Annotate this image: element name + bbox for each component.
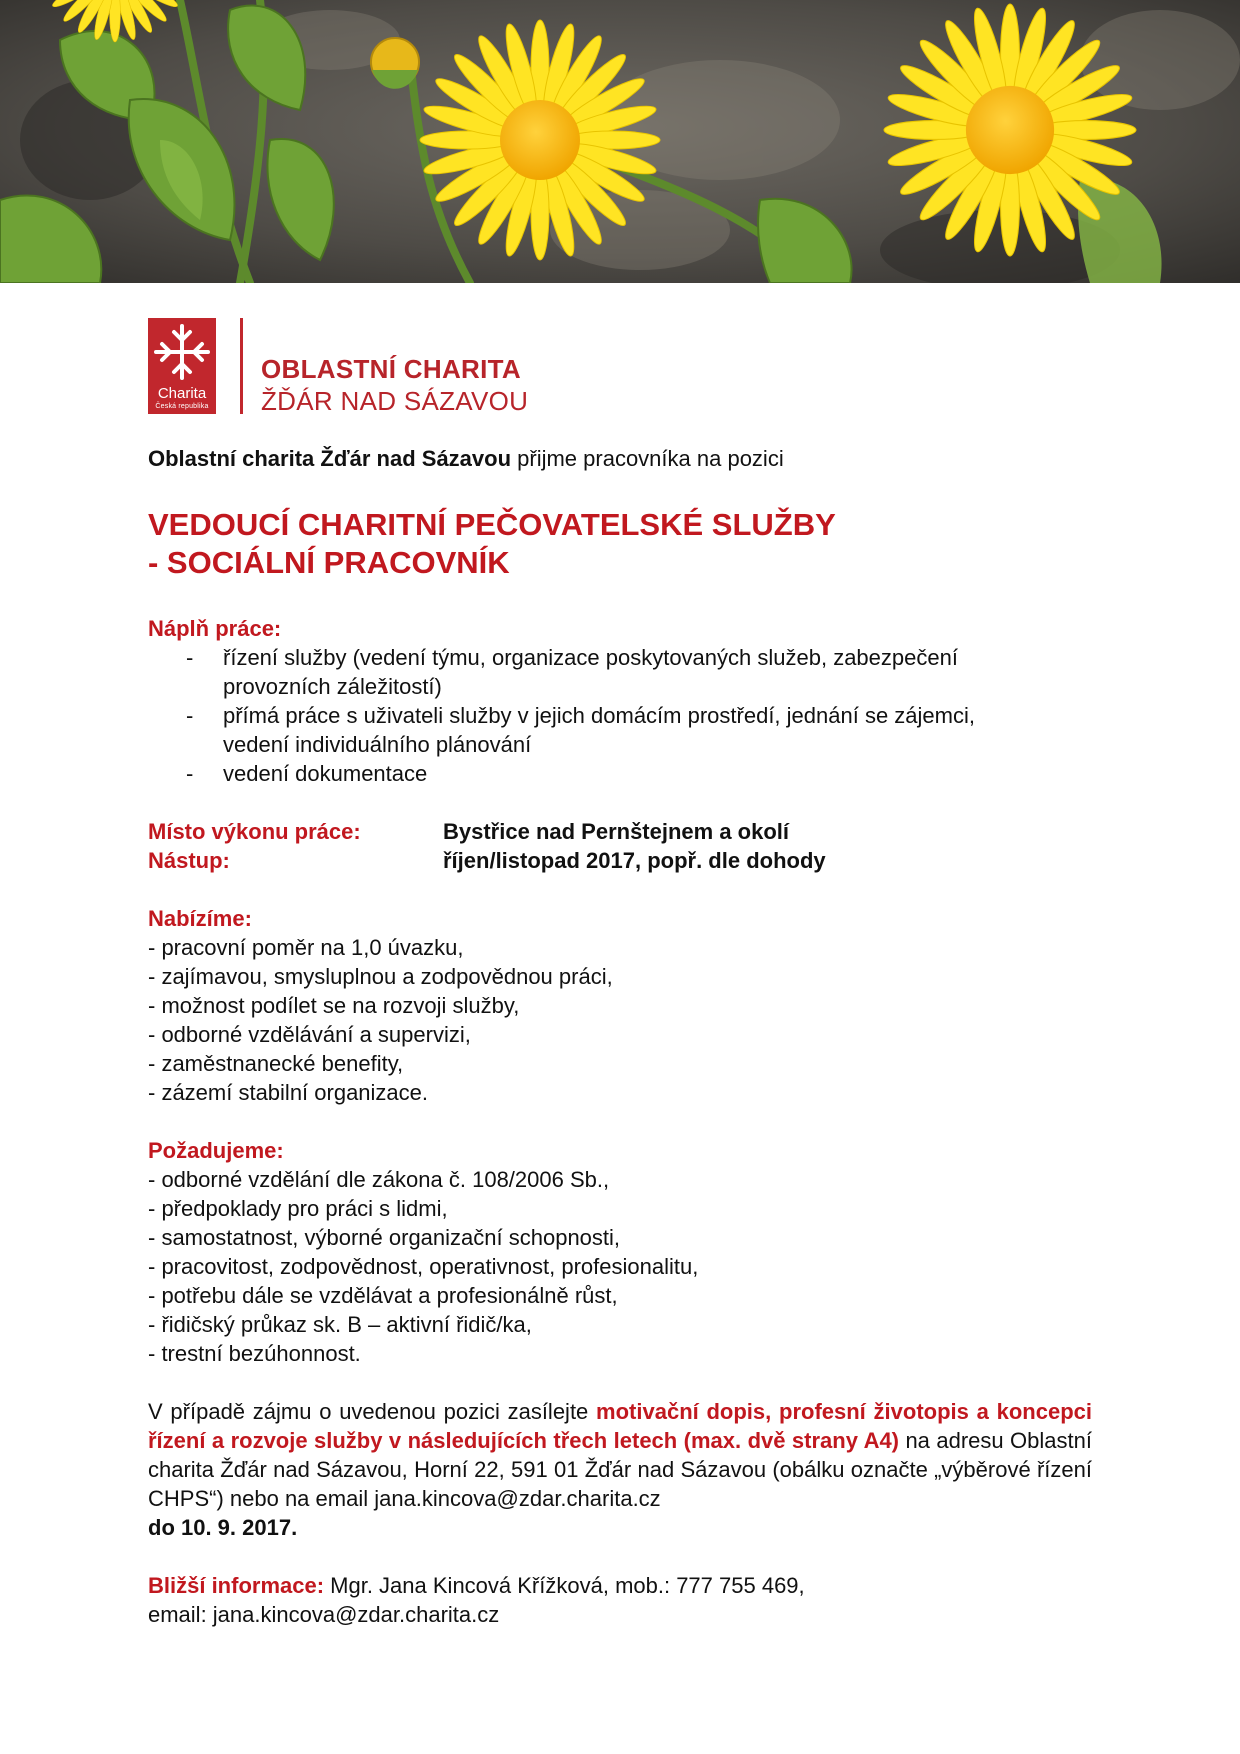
duty-line: vedení dokumentace <box>223 761 428 786</box>
list-dash: - <box>186 703 194 728</box>
charita-cross-icon <box>152 322 212 382</box>
contact-label: Bližší informace: <box>148 1573 325 1598</box>
start-value: říjen/listopad 2017, popř. dle dohody <box>443 848 826 873</box>
duty-line: přímá práce s uživateli služby v jejich domácím prostředí, jednání se zájemci, <box>223 703 975 728</box>
apply-documents: motivační dopis, profesní životopis a koncepci řízení a rozvoje služby v následujících třech letech (max. dvě strany A4) <box>148 1399 1092 1453</box>
list-item <box>148 643 1092 701</box>
logo-org-line1: OBLASTNÍ CHARITA <box>261 354 521 384</box>
place-row <box>148 817 1092 846</box>
duties-heading: Náplň práce: <box>148 616 282 641</box>
place-label: Místo výkonu práce: <box>148 819 361 844</box>
duty-line: vedení individuálního plánování <box>223 732 532 757</box>
daisies-photo <box>0 0 1240 283</box>
intro-line <box>148 444 1092 473</box>
contact-line1 <box>148 1571 1092 1600</box>
list-item: - trestní bezúhonnost. <box>148 1341 361 1366</box>
list-item: - zaměstnanecké benefity, <box>148 1051 404 1076</box>
banner-photo <box>0 0 1240 283</box>
logo-divider <box>240 318 243 414</box>
requirements-section <box>148 1136 1092 1368</box>
list-item: - pracovní poměr na 1,0 úvazku, <box>148 935 464 960</box>
list-item: - pracovitost, zodpovědnost, operativnost, profesionalitu, <box>148 1254 699 1279</box>
start-label: Nástup: <box>148 848 230 873</box>
logo-org-line2: ŽĎÁR NAD SÁZAVOU <box>261 386 529 416</box>
application-instructions <box>148 1397 1092 1513</box>
list-dash: - <box>186 645 194 670</box>
position-title <box>148 506 1092 582</box>
list-dash: - <box>186 761 194 786</box>
logo-mark-label: Charita <box>157 385 207 402</box>
duties-section <box>148 614 1092 788</box>
duty-line: provozních záležitostí) <box>223 674 442 699</box>
apply-lead: V případě zájmu o uvedenou pozici zasílejte <box>148 1399 597 1424</box>
list-item: - samostatnost, výborné organizační schopnosti, <box>148 1225 621 1250</box>
position-title-line2: - SOCIÁLNÍ PRACOVNÍK <box>148 545 510 580</box>
apply-address: na adresu Oblastní charita Žďár nad Sázavou, Horní 22, 591 01 Žďár nad Sázavou (obálku označte „výběrové řízení CHPS“) nebo na email jana.kincova@zdar.charita.cz <box>148 1428 1092 1511</box>
charita-logo-mark <box>148 318 216 414</box>
requirements-heading: Požadujeme: <box>148 1138 284 1163</box>
list-item <box>148 759 1092 788</box>
list-item: - zajímavou, smysluplnou a zodpovědnou práci, <box>148 964 613 989</box>
contact-section <box>148 1571 1092 1629</box>
start-row <box>148 846 1092 875</box>
offer-section <box>148 904 1092 1107</box>
list-item: - odborné vzdělávání a supervizi, <box>148 1022 471 1047</box>
list-item: - potřebu dále se vzdělávat a profesionálně růst, <box>148 1283 618 1308</box>
list-item: - předpoklady pro práci s lidmi, <box>148 1196 448 1221</box>
intro-rest: přijme pracovníka na pozici <box>511 446 784 471</box>
place-value: Bystřice nad Pernštejnem a okolí <box>443 819 790 844</box>
list-item: - řidičský průkaz sk. B – aktivní řidič/ka, <box>148 1312 532 1337</box>
org-logo <box>148 318 538 418</box>
duties-list <box>148 643 1092 788</box>
list-item: - možnost podílet se na rozvoji služby, <box>148 993 520 1018</box>
contact-email: email: jana.kincova@zdar.charita.cz <box>148 1602 500 1627</box>
apply-deadline: do 10. 9. 2017. <box>148 1515 298 1540</box>
offer-heading: Nabízíme: <box>148 906 252 931</box>
logo-mark-sublabel: Česká republika <box>155 403 209 410</box>
list-item: - zázemí stabilní organizace. <box>148 1080 429 1105</box>
position-title-line1: VEDOUCÍ CHARITNÍ PEČOVATELSKÉ SLUŽBY <box>148 507 836 542</box>
list-item: - odborné vzdělání dle zákona č. 108/2006 Sb., <box>148 1167 610 1192</box>
contact-person: Mgr. Jana Kincová Křížková, mob.: 777 755 469, <box>324 1573 805 1598</box>
details-section <box>148 817 1092 875</box>
intro-org: Oblastní charita Žďár nad Sázavou <box>148 446 512 471</box>
list-item <box>148 701 1092 759</box>
duty-line: řízení služby (vedení týmu, organizace poskytovaných služeb, zabezpečení <box>223 645 958 670</box>
job-posting <box>148 444 1092 1629</box>
